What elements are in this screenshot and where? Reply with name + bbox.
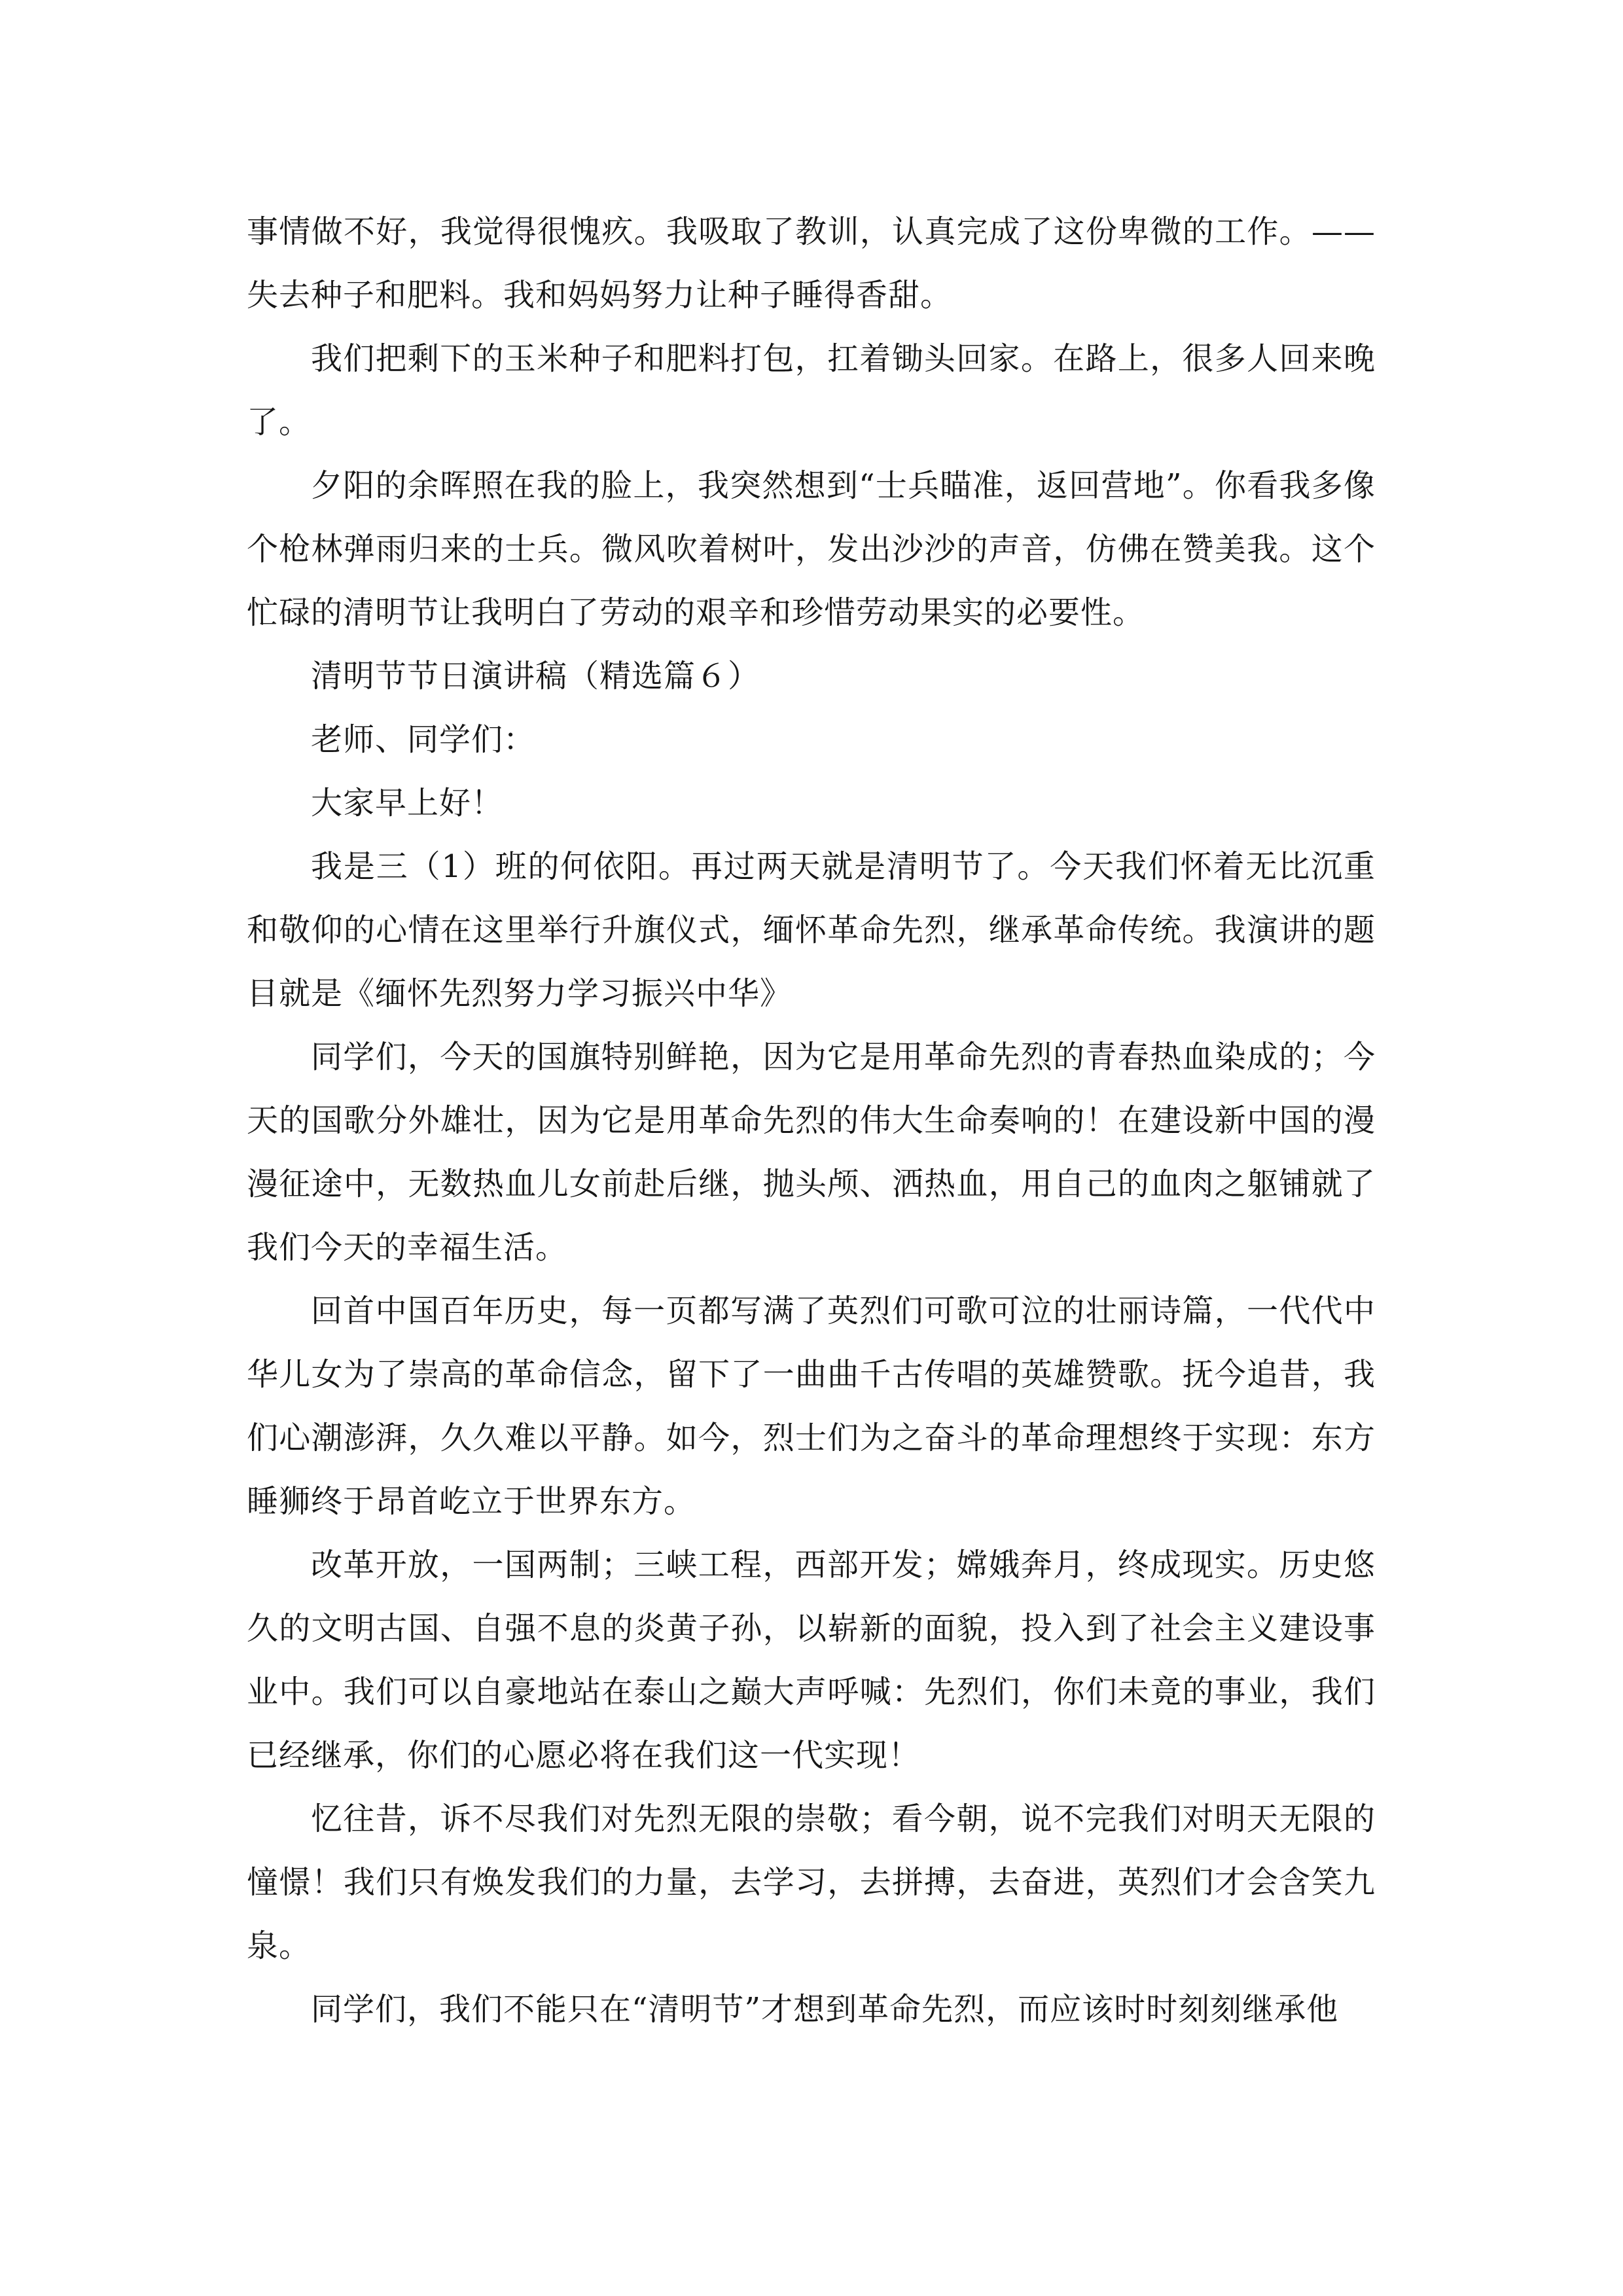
paragraph-8: 同学们，今天的国旗特别鲜艳，因为它是用革命先烈的青春热血染成的；今天的国歌分外雄壮，因为它是用革命先烈的伟大生命奏响的！在建设新中国的漫漫征途中，无数热血儿女前赴后继，抛头颅、洒热血，用自己的血肉之躯铺就了我们今天的幸福生活。	[247, 1039, 1376, 1266]
document-body	[247, 200, 1376, 2041]
section-heading: 清明节节日演讲稿（精选篇６）	[311, 658, 760, 694]
paragraph-2: 我们把剩下的玉米种子和肥料打包，扛着锄头回家。在路上，很多人回来晚了。	[247, 340, 1376, 440]
paragraph-3: 夕阳的余晖照在我的脸上，我突然想到“士兵瞄准，返回营地”。你看我多像个枪林弹雨归来的士兵。微风吹着树叶，发出沙沙的声音，仿佛在赞美我。这个忙碌的清明节让我明白了劳动的艰辛和珍惜劳动果实的必要性。	[247, 467, 1376, 631]
paragraph-7: 我是三（1）班的何依阳。再过两天就是清明节了。今天我们怀着无比沉重和敬仰的心情在这里举行升旗仪式，缅怀革命先烈，继承革命传统。我演讲的题目就是《缅怀先烈努力学习振兴中华》	[247, 848, 1376, 1012]
paragraph-11: 忆往昔，诉不尽我们对先烈无限的崇敬；看今朝，说不完我们对明天无限的憧憬！我们只有焕发我们的力量，去学习，去拼搏，去奋进，英烈们才会含笑九泉。	[247, 1801, 1376, 1964]
paragraph-9: 回首中国百年历史，每一页都写满了英烈们可歌可泣的壮丽诗篇，一代代中华儿女为了崇高的革命信念，留下了一曲曲千古传唱的英雄赞歌。抚今追昔，我们心潮澎湃，久久难以平静。如今，烈士们为之奋斗的革命理想终于实现：东方睡狮终于昂首屹立于世界东方。	[247, 1293, 1376, 1520]
paragraph-10: 改革开放，一国两制；三峡工程，西部开发；嫦娥奔月，终成现实。历史悠久的文明古国、自强不息的炎黄子孙，以崭新的面貌，投入到了社会主义建设事业中。我们可以自豪地站在泰山之巅大声呼喊：先烈们，你们未竟的事业，我们已经继承，你们的心愿必将在我们这一代实现！	[247, 1547, 1376, 1774]
paragraph-12: 同学们，我们不能只在“清明节”才想到革命先烈，而应该时时刻刻继承他	[311, 1991, 1339, 2028]
greeting: 大家早上好！	[311, 785, 504, 821]
salutation: 老师、同学们：	[311, 721, 536, 758]
paragraph-1: 事情做不好，我觉得很愧疚。我吸取了教训，认真完成了这份卑微的工作。——失去种子和肥料。我和妈妈努力让种子睡得香甜。	[247, 213, 1376, 314]
